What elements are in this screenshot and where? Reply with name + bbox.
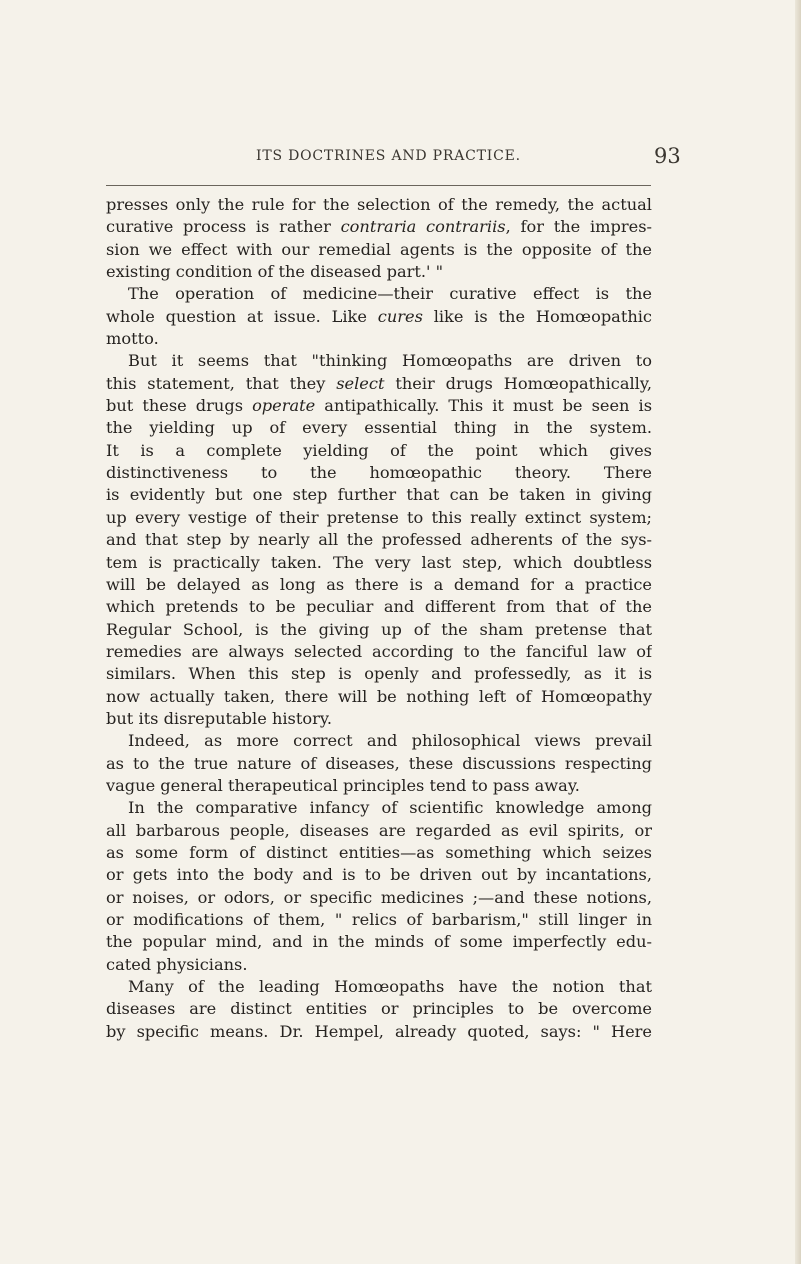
text-line [106,552,652,574]
text-line [106,663,652,685]
text-line [106,976,652,998]
text-segment: vague general therapeutical principles tend to pass away. [106,775,580,795]
text-segment: But it seems that "thinking Homœopaths are driven to [128,351,652,371]
italic-text: contraria contrariis [340,217,506,237]
text-line [106,998,652,1020]
body-text [106,194,652,1043]
running-title: ITS DOCTRINES AND PRACTICE. [256,148,521,164]
text-segment: , for the impres- [505,217,652,237]
text-segment: antipathically. This it must be seen is [315,396,652,416]
text-line [106,373,652,395]
text-segment: curative process is rather [106,217,341,237]
text-segment: their drugs Homœopathically, [384,373,652,393]
text-segment: now actually taken, there will be nothing left of Homœopathy [106,686,652,706]
text-line [106,909,652,931]
text-segment: the yielding up of every essential thing in the system. [106,418,652,438]
text-line [106,283,652,305]
text-segment: all barbarous people, diseases are regarded as evil spirits, or [106,820,652,840]
text-segment: will be delayed as long as there is a demand for a practice [106,574,652,594]
italic-text: select [336,373,385,393]
text-line [106,887,652,909]
text-line [106,328,652,350]
text-segment: presses only the rule for the selection of the remedy, the actual [106,195,652,214]
text-line [106,753,652,775]
text-line [106,641,652,663]
text-segment: cated physicians. [106,954,248,974]
text-line [106,194,652,216]
text-segment: or noises, or odors, or specific medicines ;—and these notions, [106,887,652,907]
text-line [106,306,652,328]
text-segment: similars. When this step is openly and professedly, as it is [106,664,652,684]
text-segment: Indeed, as more correct and philosophical views prevail [128,731,652,751]
text-segment: existing condition of the diseased part.' " [106,262,444,282]
text-segment: or gets into the body and is to be driven out by incantations, [106,865,652,885]
text-segment: remedies are always selected according to the fanciful law of [106,641,652,661]
text-segment: motto. [106,329,159,349]
text-segment: up every vestige of their pretense to this really extinct system; [106,507,652,527]
text-line [106,797,652,819]
text-segment: tem is practically taken. The very last step, which doubtless [106,552,652,572]
text-segment: the popular mind, and in the minds of some imperfectly edu- [106,932,652,952]
italic-text: cures [377,306,423,326]
text-line [106,931,652,953]
text-line [106,462,652,484]
text-segment: Many of the leading Homœopaths have the notion that [128,977,652,997]
running-head [0,144,801,176]
text-segment: but these drugs [106,396,253,416]
text-line [106,216,652,238]
text-segment: or modifications of them, " relics of barbarism," still linger in [106,910,652,929]
text-segment: Regular School, is the giving up of the sham pretense that [106,619,652,639]
text-line [106,864,652,886]
italic-text: operate [252,396,316,416]
text-line [106,954,652,976]
text-segment: The operation of medicine—their curative effect is the [128,284,652,304]
text-segment: like is the Homœopathic [422,306,652,326]
text-line [106,239,652,261]
text-line [106,820,652,842]
text-line [106,708,652,730]
text-segment: In the comparative infancy of scientific knowledge among [128,798,652,818]
text-segment: It is a complete yielding of the point which gives [106,440,652,460]
text-line [106,619,652,641]
text-segment: this statement, that they [106,373,337,393]
text-line [106,440,652,462]
text-line [106,507,652,529]
page-edge [795,0,801,1264]
text-segment: which pretends to be peculiar and different from that of the [106,597,652,617]
text-line [106,350,652,372]
text-line [106,417,652,439]
text-line [106,261,652,283]
text-line [106,596,652,618]
text-segment: by specific means. Dr. Hempel, already quoted, says: " Here [106,1021,652,1041]
text-segment: diseases are distinct entities or principles to be overcome [106,999,652,1019]
text-line [106,529,652,551]
text-segment: as some form of distinct entities—as something which seizes [106,842,652,862]
header-rule [106,185,651,186]
text-segment: but its disreputable history. [106,708,332,728]
text-line [106,842,652,864]
text-segment: as to the true nature of diseases, these discussions respecting [106,753,652,773]
text-line [106,686,652,708]
page-number: 93 [654,144,681,168]
text-segment: sion we effect with our remedial agents is the opposite of the [106,239,652,259]
text-segment: and that step by nearly all the professed adherents of the sys- [106,530,652,550]
text-line [106,1021,652,1043]
text-line [106,775,652,797]
text-line [106,484,652,506]
text-segment: is evidently but one step further that can be taken in giving [106,485,652,505]
text-line [106,574,652,596]
text-line [106,395,652,417]
text-line [106,730,652,752]
text-segment: distinctiveness to the homœopathic theory. There [106,463,652,483]
text-segment: whole question at issue. Like [106,306,378,326]
